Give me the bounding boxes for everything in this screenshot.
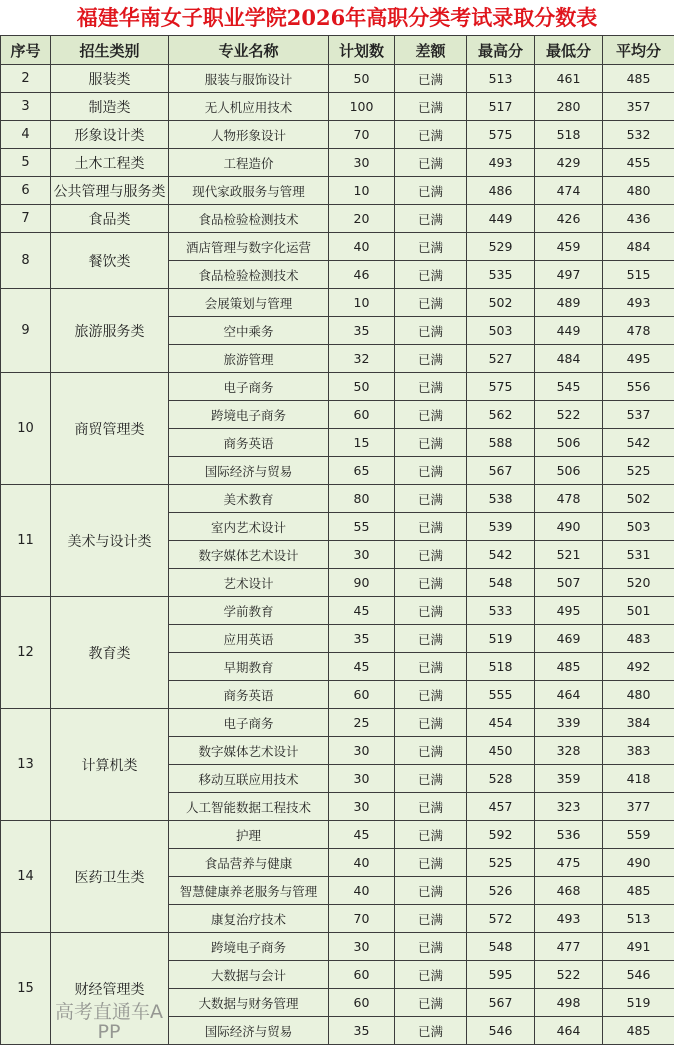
gap: 已满 bbox=[395, 849, 467, 877]
table-body bbox=[1, 65, 674, 1045]
category: 美术与设计类 bbox=[51, 485, 169, 597]
major-name: 食品检验检测技术 bbox=[169, 261, 329, 289]
min-score: 459 bbox=[535, 233, 603, 261]
gap: 已满 bbox=[395, 373, 467, 401]
max-score: 588 bbox=[467, 429, 535, 457]
table-row bbox=[1, 149, 674, 177]
watermark: 高考直通车APP bbox=[55, 1001, 163, 1043]
avg-score: 418 bbox=[603, 765, 674, 793]
max-score: 575 bbox=[467, 373, 535, 401]
major-name: 国际经济与贸易 bbox=[169, 457, 329, 485]
row-number: 15 bbox=[1, 933, 51, 1045]
major-name: 食品检验检测技术 bbox=[169, 205, 329, 233]
plan-count: 60 bbox=[329, 681, 395, 709]
max-score: 562 bbox=[467, 401, 535, 429]
plan-count: 15 bbox=[329, 429, 395, 457]
row-number: 6 bbox=[1, 177, 51, 205]
row-number: 7 bbox=[1, 205, 51, 233]
major-name: 电子商务 bbox=[169, 709, 329, 737]
avg-score: 515 bbox=[603, 261, 674, 289]
gap: 已满 bbox=[395, 905, 467, 933]
avg-score: 542 bbox=[603, 429, 674, 457]
major-name: 数字媒体艺术设计 bbox=[169, 541, 329, 569]
gap: 已满 bbox=[395, 653, 467, 681]
plan-count: 20 bbox=[329, 205, 395, 233]
major-name: 护理 bbox=[169, 821, 329, 849]
min-score: 506 bbox=[535, 429, 603, 457]
avg-score: 490 bbox=[603, 849, 674, 877]
avg-score: 520 bbox=[603, 569, 674, 597]
max-score: 592 bbox=[467, 821, 535, 849]
plan-count: 70 bbox=[329, 121, 395, 149]
max-score: 527 bbox=[467, 345, 535, 373]
major-name: 商务英语 bbox=[169, 429, 329, 457]
min-score: 328 bbox=[535, 737, 603, 765]
max-score: 555 bbox=[467, 681, 535, 709]
min-score: 478 bbox=[535, 485, 603, 513]
min-score: 359 bbox=[535, 765, 603, 793]
avg-score: 483 bbox=[603, 625, 674, 653]
major-name: 早期教育 bbox=[169, 653, 329, 681]
admission-score-table bbox=[0, 35, 674, 1045]
table-row bbox=[1, 821, 674, 849]
header-max: 最高分 bbox=[467, 36, 535, 65]
avg-score: 502 bbox=[603, 485, 674, 513]
major-name: 室内艺术设计 bbox=[169, 513, 329, 541]
min-score: 498 bbox=[535, 989, 603, 1017]
category: 公共管理与服务类 bbox=[51, 177, 169, 205]
major-name: 大数据与财务管理 bbox=[169, 989, 329, 1017]
max-score: 546 bbox=[467, 1017, 535, 1045]
max-score: 519 bbox=[467, 625, 535, 653]
plan-count: 80 bbox=[329, 485, 395, 513]
plan-count: 10 bbox=[329, 289, 395, 317]
max-score: 529 bbox=[467, 233, 535, 261]
table-row bbox=[1, 65, 674, 93]
avg-score: 480 bbox=[603, 177, 674, 205]
min-score: 464 bbox=[535, 681, 603, 709]
max-score: 502 bbox=[467, 289, 535, 317]
major-name: 商务英语 bbox=[169, 681, 329, 709]
avg-score: 495 bbox=[603, 345, 674, 373]
major-name: 空中乘务 bbox=[169, 317, 329, 345]
max-score: 526 bbox=[467, 877, 535, 905]
page-title: 福建华南女子职业学院2026年高职分类考试录取分数表 bbox=[0, 0, 674, 35]
max-score: 449 bbox=[467, 205, 535, 233]
plan-count: 50 bbox=[329, 373, 395, 401]
category: 计算机类 bbox=[51, 709, 169, 821]
plan-count: 30 bbox=[329, 737, 395, 765]
min-score: 461 bbox=[535, 65, 603, 93]
table-row bbox=[1, 373, 674, 401]
plan-count: 45 bbox=[329, 597, 395, 625]
plan-count: 30 bbox=[329, 149, 395, 177]
max-score: 539 bbox=[467, 513, 535, 541]
avg-score: 485 bbox=[603, 877, 674, 905]
avg-score: 546 bbox=[603, 961, 674, 989]
gap: 已满 bbox=[395, 793, 467, 821]
avg-score: 436 bbox=[603, 205, 674, 233]
major-name: 会展策划与管理 bbox=[169, 289, 329, 317]
row-number: 9 bbox=[1, 289, 51, 373]
gap: 已满 bbox=[395, 989, 467, 1017]
max-score: 517 bbox=[467, 93, 535, 121]
row-number: 2 bbox=[1, 65, 51, 93]
min-score: 280 bbox=[535, 93, 603, 121]
category: 土木工程类 bbox=[51, 149, 169, 177]
min-score: 507 bbox=[535, 569, 603, 597]
max-score: 513 bbox=[467, 65, 535, 93]
max-score: 572 bbox=[467, 905, 535, 933]
plan-count: 30 bbox=[329, 541, 395, 569]
gap: 已满 bbox=[395, 765, 467, 793]
max-score: 528 bbox=[467, 765, 535, 793]
header-avg: 平均分 bbox=[603, 36, 674, 65]
avg-score: 501 bbox=[603, 597, 674, 625]
min-score: 536 bbox=[535, 821, 603, 849]
max-score: 486 bbox=[467, 177, 535, 205]
max-score: 503 bbox=[467, 317, 535, 345]
gap: 已满 bbox=[395, 709, 467, 737]
avg-score: 531 bbox=[603, 541, 674, 569]
major-name: 跨境电子商务 bbox=[169, 933, 329, 961]
plan-count: 55 bbox=[329, 513, 395, 541]
category: 财经管理类 bbox=[51, 933, 169, 1045]
avg-score: 493 bbox=[603, 289, 674, 317]
gap: 已满 bbox=[395, 513, 467, 541]
min-score: 426 bbox=[535, 205, 603, 233]
max-score: 548 bbox=[467, 933, 535, 961]
gap: 已满 bbox=[395, 457, 467, 485]
category: 餐饮类 bbox=[51, 233, 169, 289]
plan-count: 10 bbox=[329, 177, 395, 205]
avg-score: 377 bbox=[603, 793, 674, 821]
min-score: 493 bbox=[535, 905, 603, 933]
max-score: 548 bbox=[467, 569, 535, 597]
gap: 已满 bbox=[395, 177, 467, 205]
max-score: 575 bbox=[467, 121, 535, 149]
plan-count: 90 bbox=[329, 569, 395, 597]
row-number: 13 bbox=[1, 709, 51, 821]
row-number: 14 bbox=[1, 821, 51, 933]
max-score: 567 bbox=[467, 989, 535, 1017]
major-name: 跨境电子商务 bbox=[169, 401, 329, 429]
gap: 已满 bbox=[395, 737, 467, 765]
gap: 已满 bbox=[395, 821, 467, 849]
min-score: 489 bbox=[535, 289, 603, 317]
category: 食品类 bbox=[51, 205, 169, 233]
table-row bbox=[1, 709, 674, 737]
max-score: 567 bbox=[467, 457, 535, 485]
table-row bbox=[1, 205, 674, 233]
major-name: 现代家政服务与管理 bbox=[169, 177, 329, 205]
gap: 已满 bbox=[395, 597, 467, 625]
plan-count: 40 bbox=[329, 849, 395, 877]
header-row bbox=[1, 36, 674, 65]
min-score: 522 bbox=[535, 961, 603, 989]
min-score: 490 bbox=[535, 513, 603, 541]
gap: 已满 bbox=[395, 961, 467, 989]
gap: 已满 bbox=[395, 429, 467, 457]
gap: 已满 bbox=[395, 401, 467, 429]
gap: 已满 bbox=[395, 149, 467, 177]
major-name: 酒店管理与数字化运营 bbox=[169, 233, 329, 261]
avg-score: 484 bbox=[603, 233, 674, 261]
min-score: 484 bbox=[535, 345, 603, 373]
min-score: 485 bbox=[535, 653, 603, 681]
gap: 已满 bbox=[395, 681, 467, 709]
header-no: 序号 bbox=[1, 36, 51, 65]
avg-score: 383 bbox=[603, 737, 674, 765]
category: 教育类 bbox=[51, 597, 169, 709]
max-score: 454 bbox=[467, 709, 535, 737]
avg-score: 485 bbox=[603, 1017, 674, 1045]
gap: 已满 bbox=[395, 569, 467, 597]
major-name: 服装与服饰设计 bbox=[169, 65, 329, 93]
table-row bbox=[1, 93, 674, 121]
major-name: 国际经济与贸易 bbox=[169, 1017, 329, 1045]
avg-score: 503 bbox=[603, 513, 674, 541]
category: 旅游服务类 bbox=[51, 289, 169, 373]
major-name: 应用英语 bbox=[169, 625, 329, 653]
row-number: 4 bbox=[1, 121, 51, 149]
header-category: 招生类别 bbox=[51, 36, 169, 65]
header-min: 最低分 bbox=[535, 36, 603, 65]
table-row bbox=[1, 933, 674, 961]
plan-count: 45 bbox=[329, 821, 395, 849]
plan-count: 30 bbox=[329, 765, 395, 793]
max-score: 493 bbox=[467, 149, 535, 177]
header-plan: 计划数 bbox=[329, 36, 395, 65]
min-score: 429 bbox=[535, 149, 603, 177]
min-score: 518 bbox=[535, 121, 603, 149]
major-name: 康复治疗技术 bbox=[169, 905, 329, 933]
plan-count: 35 bbox=[329, 317, 395, 345]
major-name: 食品营养与健康 bbox=[169, 849, 329, 877]
gap: 已满 bbox=[395, 625, 467, 653]
gap: 已满 bbox=[395, 345, 467, 373]
plan-count: 65 bbox=[329, 457, 395, 485]
major-name: 电子商务 bbox=[169, 373, 329, 401]
plan-count: 46 bbox=[329, 261, 395, 289]
gap: 已满 bbox=[395, 233, 467, 261]
min-score: 522 bbox=[535, 401, 603, 429]
max-score: 450 bbox=[467, 737, 535, 765]
avg-score: 491 bbox=[603, 933, 674, 961]
gap: 已满 bbox=[395, 1017, 467, 1045]
avg-score: 492 bbox=[603, 653, 674, 681]
min-score: 475 bbox=[535, 849, 603, 877]
plan-count: 30 bbox=[329, 793, 395, 821]
max-score: 457 bbox=[467, 793, 535, 821]
plan-count: 40 bbox=[329, 877, 395, 905]
gap: 已满 bbox=[395, 541, 467, 569]
max-score: 538 bbox=[467, 485, 535, 513]
table-row bbox=[1, 289, 674, 317]
avg-score: 480 bbox=[603, 681, 674, 709]
avg-score: 478 bbox=[603, 317, 674, 345]
gap: 已满 bbox=[395, 877, 467, 905]
plan-count: 40 bbox=[329, 233, 395, 261]
min-score: 506 bbox=[535, 457, 603, 485]
max-score: 542 bbox=[467, 541, 535, 569]
min-score: 464 bbox=[535, 1017, 603, 1045]
category: 制造类 bbox=[51, 93, 169, 121]
max-score: 525 bbox=[467, 849, 535, 877]
major-name: 数字媒体艺术设计 bbox=[169, 737, 329, 765]
table-row bbox=[1, 485, 674, 513]
table-row bbox=[1, 121, 674, 149]
major-name: 移动互联应用技术 bbox=[169, 765, 329, 793]
avg-score: 532 bbox=[603, 121, 674, 149]
major-name: 美术教育 bbox=[169, 485, 329, 513]
gap: 已满 bbox=[395, 317, 467, 345]
major-name: 大数据与会计 bbox=[169, 961, 329, 989]
row-number: 12 bbox=[1, 597, 51, 709]
avg-score: 357 bbox=[603, 93, 674, 121]
plan-count: 30 bbox=[329, 933, 395, 961]
min-score: 477 bbox=[535, 933, 603, 961]
plan-count: 60 bbox=[329, 401, 395, 429]
category: 形象设计类 bbox=[51, 121, 169, 149]
avg-score: 455 bbox=[603, 149, 674, 177]
min-score: 474 bbox=[535, 177, 603, 205]
avg-score: 485 bbox=[603, 65, 674, 93]
major-name: 旅游管理 bbox=[169, 345, 329, 373]
min-score: 497 bbox=[535, 261, 603, 289]
category: 商贸管理类 bbox=[51, 373, 169, 485]
avg-score: 559 bbox=[603, 821, 674, 849]
plan-count: 25 bbox=[329, 709, 395, 737]
table-row bbox=[1, 597, 674, 625]
gap: 已满 bbox=[395, 485, 467, 513]
gap: 已满 bbox=[395, 93, 467, 121]
plan-count: 50 bbox=[329, 65, 395, 93]
table-row bbox=[1, 233, 674, 261]
max-score: 518 bbox=[467, 653, 535, 681]
gap: 已满 bbox=[395, 289, 467, 317]
plan-count: 32 bbox=[329, 345, 395, 373]
plan-count: 45 bbox=[329, 653, 395, 681]
header-gap: 差额 bbox=[395, 36, 467, 65]
row-number: 8 bbox=[1, 233, 51, 289]
gap: 已满 bbox=[395, 261, 467, 289]
header-major: 专业名称 bbox=[169, 36, 329, 65]
plan-count: 35 bbox=[329, 625, 395, 653]
row-number: 3 bbox=[1, 93, 51, 121]
gap: 已满 bbox=[395, 65, 467, 93]
category: 医药卫生类 bbox=[51, 821, 169, 933]
max-score: 595 bbox=[467, 961, 535, 989]
major-name: 工程造价 bbox=[169, 149, 329, 177]
min-score: 545 bbox=[535, 373, 603, 401]
category: 服装类 bbox=[51, 65, 169, 93]
row-number: 11 bbox=[1, 485, 51, 597]
major-name: 无人机应用技术 bbox=[169, 93, 329, 121]
min-score: 468 bbox=[535, 877, 603, 905]
major-name: 智慧健康养老服务与管理 bbox=[169, 877, 329, 905]
avg-score: 513 bbox=[603, 905, 674, 933]
avg-score: 537 bbox=[603, 401, 674, 429]
gap: 已满 bbox=[395, 933, 467, 961]
plan-count: 100 bbox=[329, 93, 395, 121]
avg-score: 525 bbox=[603, 457, 674, 485]
plan-count: 35 bbox=[329, 1017, 395, 1045]
min-score: 449 bbox=[535, 317, 603, 345]
major-name: 人工智能数据工程技术 bbox=[169, 793, 329, 821]
row-number: 5 bbox=[1, 149, 51, 177]
major-name: 艺术设计 bbox=[169, 569, 329, 597]
major-name: 学前教育 bbox=[169, 597, 329, 625]
min-score: 469 bbox=[535, 625, 603, 653]
min-score: 339 bbox=[535, 709, 603, 737]
avg-score: 556 bbox=[603, 373, 674, 401]
gap: 已满 bbox=[395, 121, 467, 149]
row-number: 10 bbox=[1, 373, 51, 485]
plan-count: 60 bbox=[329, 961, 395, 989]
major-name: 人物形象设计 bbox=[169, 121, 329, 149]
plan-count: 60 bbox=[329, 989, 395, 1017]
min-score: 521 bbox=[535, 541, 603, 569]
gap: 已满 bbox=[395, 205, 467, 233]
max-score: 533 bbox=[467, 597, 535, 625]
avg-score: 519 bbox=[603, 989, 674, 1017]
min-score: 495 bbox=[535, 597, 603, 625]
max-score: 535 bbox=[467, 261, 535, 289]
min-score: 323 bbox=[535, 793, 603, 821]
avg-score: 384 bbox=[603, 709, 674, 737]
plan-count: 70 bbox=[329, 905, 395, 933]
table-row bbox=[1, 177, 674, 205]
